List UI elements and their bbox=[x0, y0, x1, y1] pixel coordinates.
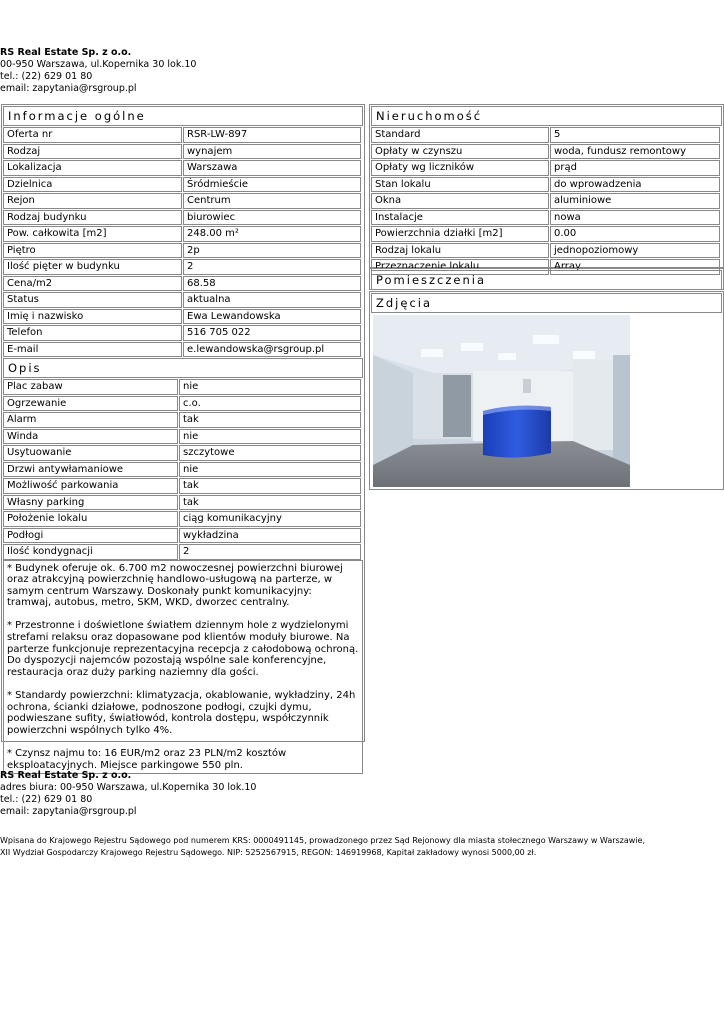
info-label: Cena/m2 bbox=[3, 276, 182, 292]
opis-label: Plac zabaw bbox=[3, 379, 178, 395]
property-row bbox=[371, 177, 720, 193]
company-header bbox=[0, 47, 196, 95]
info-value: RSR-LW-897 bbox=[183, 127, 361, 143]
property-value: 0.00 bbox=[550, 226, 720, 242]
opis-label: Usytuowanie bbox=[3, 445, 178, 461]
footer-address: adres biura: 00-950 Warszawa, ul.Kopernika 30 lok.10 bbox=[0, 782, 257, 793]
opis-value: tak bbox=[179, 478, 361, 494]
property-value: prąd bbox=[550, 160, 720, 176]
property-row bbox=[371, 226, 720, 242]
opis-title: Opis bbox=[3, 358, 363, 378]
opis-label: Ogrzewanie bbox=[3, 396, 178, 412]
info-value: 516 705 022 bbox=[183, 325, 361, 341]
property-label: Standard bbox=[371, 127, 549, 143]
info-row bbox=[3, 193, 361, 209]
info-title: Informacje ogólne bbox=[3, 106, 363, 126]
info-label: Rodzaj budynku bbox=[3, 210, 182, 226]
info-row bbox=[3, 210, 361, 226]
photos-section bbox=[369, 291, 724, 490]
info-label: Ilość pięter w budynku bbox=[3, 259, 182, 275]
property-label: Opłaty w czynszu bbox=[371, 144, 549, 160]
property-label: Instalacje bbox=[371, 210, 549, 226]
opis-value: c.o. bbox=[179, 396, 361, 412]
description-paragraph: * Przestronne i doświetlone światłem dziennym hole z wydzielonymi strefami relaksu oraz dopasowane pod klientów moduły biurowe. Na parterze funkcjonuje reprezentacyjna recepcja z całodobową ochroną. Do dyspozycji najemców pozostają wspólne sale konferencyjne, restauracja oraz duży parking naziemny dla gości. bbox=[7, 620, 359, 678]
info-label: Pow. całkowita [m2] bbox=[3, 226, 182, 242]
opis-row bbox=[3, 495, 361, 511]
property-label: Rodzaj lokalu bbox=[371, 243, 549, 259]
info-row bbox=[3, 292, 361, 308]
info-table bbox=[2, 126, 362, 358]
info-value: Ewa Lewandowska bbox=[183, 309, 361, 325]
info-value: 68.58 bbox=[183, 276, 361, 292]
opis-row bbox=[3, 445, 361, 461]
description-text bbox=[3, 560, 363, 775]
info-label: Telefon bbox=[3, 325, 182, 341]
legal-notice bbox=[0, 835, 724, 859]
opis-table bbox=[2, 378, 362, 561]
opis-label: Podłogi bbox=[3, 528, 178, 544]
opis-value: tak bbox=[179, 412, 361, 428]
opis-value: nie bbox=[179, 379, 361, 395]
opis-row bbox=[3, 379, 361, 395]
property-row bbox=[371, 243, 720, 259]
property-label: Okna bbox=[371, 193, 549, 209]
description-paragraph: * Standardy powierzchni: klimatyzacja, okablowanie, wykładziny, 24h ochrona, ścianki działowe, podnoszone podłogi, czujki dymu, podwieszane sufity, światłowód, kontrola dostępu, współczynnik powierzchni wspólnych tylko 4%. bbox=[7, 690, 356, 736]
rooms-title: Pomieszczenia bbox=[371, 270, 722, 290]
opis-row bbox=[3, 396, 361, 412]
info-row bbox=[3, 309, 361, 325]
company-address: 00-950 Warszawa, ul.Kopernika 30 lok.10 bbox=[0, 59, 197, 70]
property-value: aluminiowe bbox=[550, 193, 720, 209]
info-label: Status bbox=[3, 292, 182, 308]
property-row bbox=[371, 193, 720, 209]
info-row bbox=[3, 127, 361, 143]
photos-title: Zdjęcia bbox=[371, 293, 722, 313]
property-value: jednopoziomowy bbox=[550, 243, 720, 259]
opis-label: Możliwość parkowania bbox=[3, 478, 178, 494]
info-value: aktualna bbox=[183, 292, 361, 308]
info-value: 2p bbox=[183, 243, 361, 259]
property-title: Nieruchomość bbox=[371, 106, 722, 126]
info-value: 248.00 m² bbox=[183, 226, 361, 242]
property-table bbox=[370, 126, 721, 276]
property-value: 5 bbox=[550, 127, 720, 143]
opis-value: nie bbox=[179, 462, 361, 478]
info-value: Śródmieście bbox=[183, 177, 361, 193]
opis-row bbox=[3, 528, 361, 544]
info-row bbox=[3, 276, 361, 292]
opis-row bbox=[3, 462, 361, 478]
company-phone: tel.: (22) 629 01 80 bbox=[0, 71, 93, 82]
info-label: Rodzaj bbox=[3, 144, 182, 160]
opis-label: Położenie lokalu bbox=[3, 511, 178, 527]
info-value: Warszawa bbox=[183, 160, 361, 176]
info-row bbox=[3, 243, 361, 259]
info-label: E-mail bbox=[3, 342, 182, 358]
opis-label: Drzwi antywłamaniowe bbox=[3, 462, 178, 478]
opis-label: Własny parking bbox=[3, 495, 178, 511]
opis-row bbox=[3, 429, 361, 445]
legal-line-1: Wpisana do Krajowego Rejestru Sądowego pod numerem KRS: 0000491145, prowadzonego przez Sąd Rejonowy dla miasta stołecznego Warszawy w Warszawie, bbox=[0, 836, 646, 845]
company-email: email: zapytania@rsgroup.pl bbox=[0, 83, 137, 94]
opis-row bbox=[3, 544, 361, 560]
property-row bbox=[371, 144, 720, 160]
opis-value: 2 bbox=[179, 544, 361, 560]
property-value: nowa bbox=[550, 210, 720, 226]
info-label: Rejon bbox=[3, 193, 182, 209]
opis-value: szczytowe bbox=[179, 445, 361, 461]
footer bbox=[0, 770, 256, 818]
info-section bbox=[1, 104, 365, 771]
opis-row bbox=[3, 511, 361, 527]
description-paragraph: * Czynsz najmu to: 16 EUR/m2 oraz 23 PLN/m2 kosztów eksploatacyjnych. Miejsce parkingowe 550 pln. bbox=[7, 748, 287, 771]
property-label: Opłaty wg liczników bbox=[371, 160, 549, 176]
info-row bbox=[3, 144, 361, 160]
opis-label: Winda bbox=[3, 429, 178, 445]
office-photo-image bbox=[373, 315, 630, 487]
rooms-section bbox=[369, 268, 724, 290]
opis-row bbox=[3, 478, 361, 494]
opis-row bbox=[3, 412, 361, 428]
info-row bbox=[3, 177, 361, 193]
opis-label: Ilość kondygnacji bbox=[3, 544, 178, 560]
legal-line-2: XII Wydział Gospodarczy Krajowego Rejestru Sądowego. NIP: 5252567915, REGON: 146919968, Kapitał zakładowy wynosi 5000,00 zł. bbox=[0, 848, 537, 857]
opis-value: wykładzina bbox=[179, 528, 361, 544]
company-name: RS Real Estate Sp. z o.o. bbox=[0, 47, 132, 58]
property-row bbox=[371, 160, 720, 176]
info-row bbox=[3, 226, 361, 242]
info-label: Lokalizacja bbox=[3, 160, 182, 176]
info-label: Imię i nazwisko bbox=[3, 309, 182, 325]
property-value: Array bbox=[550, 259, 720, 275]
property-row bbox=[371, 127, 720, 143]
info-label: Oferta nr bbox=[3, 127, 182, 143]
description-paragraph: * Budynek oferuje ok. 6.700 m2 nowoczesnej powierzchni biurowej oraz atrakcyjną powierzchnię handlowo-usługową na parterze, w samym centrum Warszawy. Doskonały punkt komunikacyjny: tramwaj, autobus, metro, SKM, WKD, dworzec centralny. bbox=[7, 562, 343, 609]
opis-label: Alarm bbox=[3, 412, 178, 428]
info-row bbox=[3, 325, 361, 341]
info-row bbox=[3, 160, 361, 176]
info-row bbox=[3, 342, 361, 358]
info-value: wynajem bbox=[183, 144, 361, 160]
info-label: Piętro bbox=[3, 243, 182, 259]
info-value: e.lewandowska@rsgroup.pl bbox=[183, 342, 361, 358]
info-row bbox=[3, 259, 361, 275]
opis-value: ciąg komunikacyjny bbox=[179, 511, 361, 527]
property-row bbox=[371, 210, 720, 226]
info-value: 2 bbox=[183, 259, 361, 275]
property-label: Przeznaczenie lokalu bbox=[371, 259, 549, 275]
footer-email: email: zapytania@rsgroup.pl bbox=[0, 806, 137, 817]
footer-company: RS Real Estate Sp. z o.o. bbox=[0, 770, 132, 781]
office-photo[interactable] bbox=[373, 315, 630, 487]
opis-value: nie bbox=[179, 429, 361, 445]
info-label: Dzielnica bbox=[3, 177, 182, 193]
info-value: biurowiec bbox=[183, 210, 361, 226]
property-label: Powierzchnia działki [m2] bbox=[371, 226, 549, 242]
opis-value: tak bbox=[179, 495, 361, 511]
property-label: Stan lokalu bbox=[371, 177, 549, 193]
property-value: woda, fundusz remontowy bbox=[550, 144, 720, 160]
property-section bbox=[369, 104, 724, 273]
footer-phone: tel.: (22) 629 01 80 bbox=[0, 794, 93, 805]
property-value: do wprowadzenia bbox=[550, 177, 720, 193]
info-value: Centrum bbox=[183, 193, 361, 209]
